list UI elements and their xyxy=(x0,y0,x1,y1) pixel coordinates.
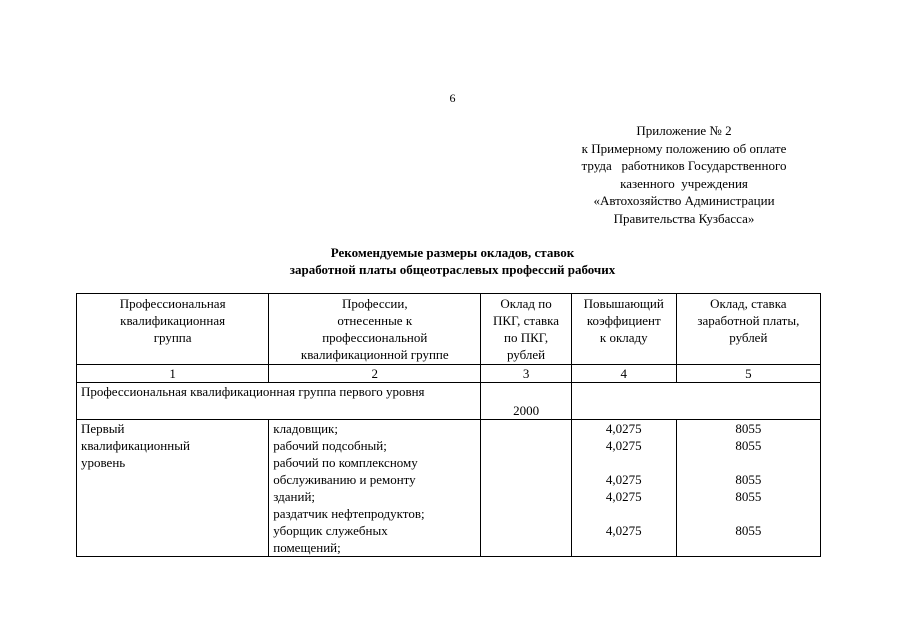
header-line: к окладу xyxy=(599,330,648,345)
level-salary-empty xyxy=(481,420,572,557)
header-line: рублей xyxy=(729,330,768,345)
profession-list xyxy=(269,420,481,557)
header-row xyxy=(77,294,821,365)
header-cell-pkg-salary xyxy=(481,294,572,365)
header-cell-coefficient xyxy=(571,294,676,365)
appendix-line: Правительства Кузбасса» xyxy=(613,210,755,226)
coefficient-value: 4,0275 xyxy=(605,472,642,487)
header-cell-wage xyxy=(676,294,820,365)
wage-spacer xyxy=(681,454,816,471)
header-line: коэффициент xyxy=(586,313,661,328)
header-line: Оклад по xyxy=(500,296,552,311)
coefficient-list xyxy=(571,420,676,557)
level-name-line: уровень xyxy=(81,455,126,470)
level-name xyxy=(77,420,269,557)
header-cell-group xyxy=(77,294,269,365)
coefficient-spacer xyxy=(576,454,672,471)
coefficient-value: 4,0275 xyxy=(605,489,642,504)
wage-spacer xyxy=(681,505,816,522)
profession-item: обслуживанию и ремонту xyxy=(273,472,416,487)
header-line: рублей xyxy=(506,347,546,362)
appendix-line: к Примерному положению об оплате xyxy=(581,140,787,156)
appendix-note xyxy=(548,122,820,227)
header-line: профессиональной xyxy=(322,330,428,345)
coefficient-spacer xyxy=(576,505,672,522)
column-number: 3 xyxy=(481,365,572,383)
header-line: по ПКГ, xyxy=(504,330,549,345)
profession-item: рабочий подсобный; xyxy=(273,438,387,453)
header-line: квалификационной группе xyxy=(300,347,449,362)
title-line: заработной платы общеотраслевых профессий рабочих xyxy=(289,262,616,277)
profession-item: кладовщик; xyxy=(273,421,338,436)
wage-list xyxy=(676,420,820,557)
page-number: 6 xyxy=(449,91,456,105)
group-row xyxy=(77,383,821,420)
header-line: Повышающий xyxy=(583,296,664,311)
column-number: 1 xyxy=(77,365,269,383)
coefficient-value: 4,0275 xyxy=(605,523,642,538)
wage-spacer xyxy=(681,539,816,556)
level-row xyxy=(77,420,821,557)
column-number: 4 xyxy=(571,365,676,383)
document-title xyxy=(0,244,905,278)
appendix-line: Приложение № 2 xyxy=(636,123,732,138)
column-number-row xyxy=(77,365,821,383)
level-name-line: квалификационный xyxy=(81,438,190,453)
profession-item: помещений; xyxy=(273,540,341,555)
appendix-line: «Автохозяйство Администрации xyxy=(593,193,775,208)
profession-item: зданий; xyxy=(273,489,316,504)
profession-item: рабочий по комплексному xyxy=(273,455,418,470)
column-number: 5 xyxy=(676,365,820,383)
header-line: ПКГ, ставка xyxy=(493,313,560,328)
coefficient-spacer xyxy=(576,539,672,556)
header-line: Оклад, ставка xyxy=(710,296,787,311)
profession-item: уборщик служебных xyxy=(273,523,388,538)
level-name-line: Первый xyxy=(81,421,125,436)
wage-value: 8055 xyxy=(735,472,762,487)
wage-value: 8055 xyxy=(735,489,762,504)
header-line: квалификационная xyxy=(120,313,226,328)
group-empty-cell xyxy=(571,383,820,420)
appendix-line: труда работников Государственного xyxy=(581,158,787,173)
coefficient-value: 4,0275 xyxy=(605,438,642,453)
profession-item: раздатчик нефтепродуктов; xyxy=(273,506,425,521)
coefficient-value: 4,0275 xyxy=(605,421,642,436)
header-line: Профессиональная xyxy=(119,296,226,311)
wages-table xyxy=(76,293,821,557)
header-line: группа xyxy=(153,330,192,345)
header-line: Профессии, xyxy=(341,296,408,311)
column-number: 2 xyxy=(269,365,481,383)
title-line: Рекомендуемые размеры окладов, ставок xyxy=(330,245,575,260)
header-cell-professions xyxy=(269,294,481,365)
wage-value: 8055 xyxy=(735,438,762,453)
group-name: Профессиональная квалификационная группа первого уровня xyxy=(77,383,481,420)
appendix-line: казенного учреждения xyxy=(620,175,748,191)
group-salary: 2000 xyxy=(481,383,572,420)
header-line: отнесенные к xyxy=(337,313,413,328)
wage-value: 8055 xyxy=(735,523,762,538)
wage-value: 8055 xyxy=(735,421,762,436)
header-line: заработной платы, xyxy=(697,313,800,328)
